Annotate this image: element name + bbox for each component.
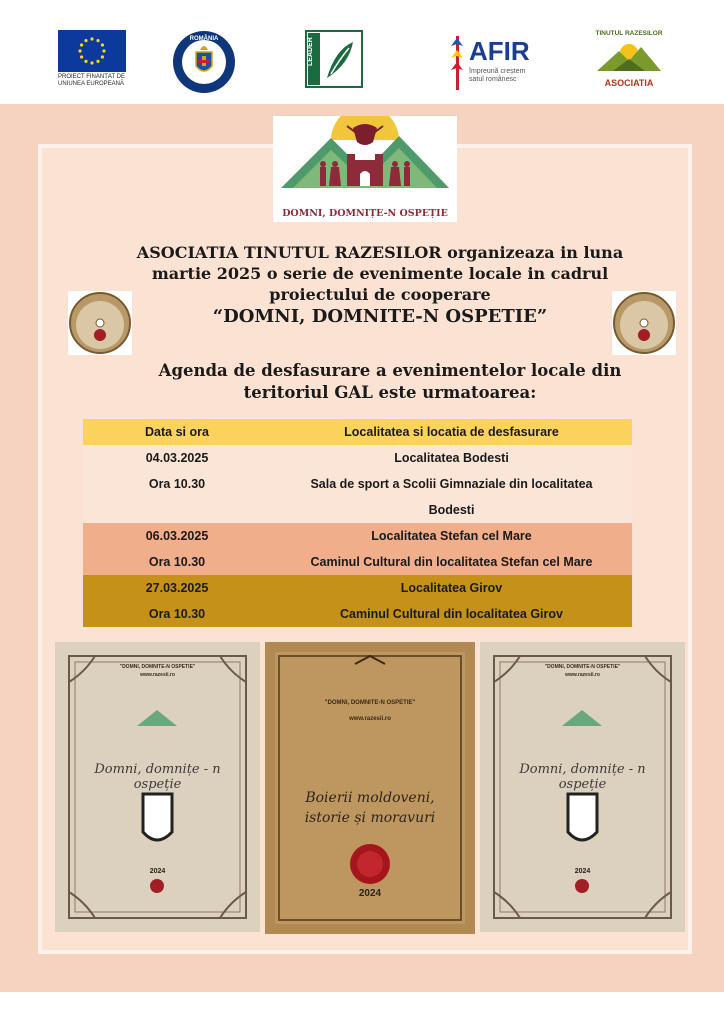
intro-line-3: proiectului de cooperare	[269, 285, 491, 304]
wheat-icon	[447, 32, 467, 92]
leader-logo	[305, 30, 363, 94]
event-date: 04.03.2025	[83, 445, 271, 471]
association-bottom-label: ASOCIATIA	[604, 78, 654, 88]
book-center-title-1: Boierii moldoveni,	[305, 790, 435, 806]
agenda-heading	[100, 360, 680, 404]
events-table	[83, 419, 632, 627]
event-locality: Localitatea Bodesti	[271, 445, 632, 471]
book-center-year: 2024	[358, 888, 382, 899]
book-cover-right	[480, 642, 685, 932]
page-bottom-margin	[0, 992, 724, 1024]
book-right-header: "DOMNI, DOMNITE-N OSPETIE"	[544, 664, 621, 670]
book-center-title-2: istorie și moravuri	[304, 810, 436, 826]
event-time: Ora 10.30	[83, 601, 271, 627]
agenda-line-2: teritoriul GAL este urmatoarea:	[243, 383, 537, 402]
event-venue-cont: Bodesti	[271, 497, 632, 523]
book-right-title: Domni, domnițe - n ospeție	[519, 762, 646, 792]
event-date: 27.03.2025	[83, 575, 271, 601]
afir-logo	[447, 30, 537, 94]
book-right-website: www.razesii.ro	[565, 672, 600, 678]
leader-label: LEADER	[307, 37, 314, 66]
book-left-year: 2024	[149, 868, 166, 875]
hills-sun-icon	[593, 37, 665, 73]
event-time: Ora 10.30	[83, 471, 271, 497]
table-row	[83, 523, 632, 549]
book-center-website: www.razesii.ro	[349, 716, 391, 722]
event-time: Ora 10.30	[83, 549, 271, 575]
book-cover-center	[265, 642, 475, 934]
book-right-year: 2024	[574, 868, 591, 875]
domni-domnite-emblem-icon	[273, 116, 457, 206]
book-center-header: "DOMNI, DOMNITE-N OSPETIE"	[324, 700, 416, 706]
event-logo	[273, 116, 457, 222]
table-row	[83, 471, 632, 497]
association-top-label: TINUTUL RAZESILOR	[595, 30, 663, 37]
agenda-line-1: Agenda de desfasurare a evenimentelor locale din	[158, 361, 622, 380]
eu-flag-icon	[58, 30, 126, 72]
book-left-title: Domni, domnițe - n ospeție	[94, 762, 221, 792]
afir-label: AFIR	[469, 36, 530, 66]
intro-text	[100, 242, 660, 327]
event-locality: Localitatea Stefan cel Mare	[271, 523, 632, 549]
event-venue: Caminul Cultural din localitatea Girov	[271, 601, 632, 627]
afir-tagline: împreună creștem satul românesc	[469, 68, 526, 83]
table-row	[83, 575, 632, 601]
book-left-header: "DOMNI, DOMNITE-N OSPETIE"	[119, 664, 196, 670]
event-locality: Localitatea Girov	[271, 575, 632, 601]
project-name: “DOMNI, DOMNITE-N OSPETIE”	[212, 306, 548, 327]
intro-line-1: ASOCIATIA TINUTUL RAZESILOR organizeaza in luna	[136, 243, 624, 262]
header-date-time: Data si ora	[83, 419, 271, 445]
book-left-website: www.razesii.ro	[140, 672, 175, 678]
romania-emblem	[172, 30, 236, 94]
table-row	[83, 601, 632, 627]
book-cover-left	[55, 642, 260, 932]
table-row	[83, 549, 632, 575]
association-logo	[593, 30, 665, 94]
event-logo-caption: DOMNI, DOMNIȚE-N OSPEȚIE	[282, 208, 448, 219]
eu-logo	[58, 30, 128, 94]
partner-logo-bar	[0, 0, 724, 104]
eu-caption: PROIECT FINANȚAT DE UNIUNEA EUROPEANĂ	[58, 74, 126, 87]
table-row	[83, 445, 632, 471]
event-venue: Sala de sport a Scolii Gimnaziale din localitatea	[271, 471, 632, 497]
romania-caption: ROMÂNIA	[189, 36, 219, 42]
event-blank	[83, 497, 271, 523]
event-date: 06.03.2025	[83, 523, 271, 549]
intro-line-2: martie 2025 o serie de evenimente locale in cadrul	[151, 264, 609, 283]
event-venue: Caminul Cultural din localitatea Stefan cel Mare	[271, 549, 632, 575]
table-row	[83, 497, 632, 523]
table-header-row	[83, 419, 632, 445]
header-location: Localitatea si locatia de desfasurare	[271, 419, 632, 445]
